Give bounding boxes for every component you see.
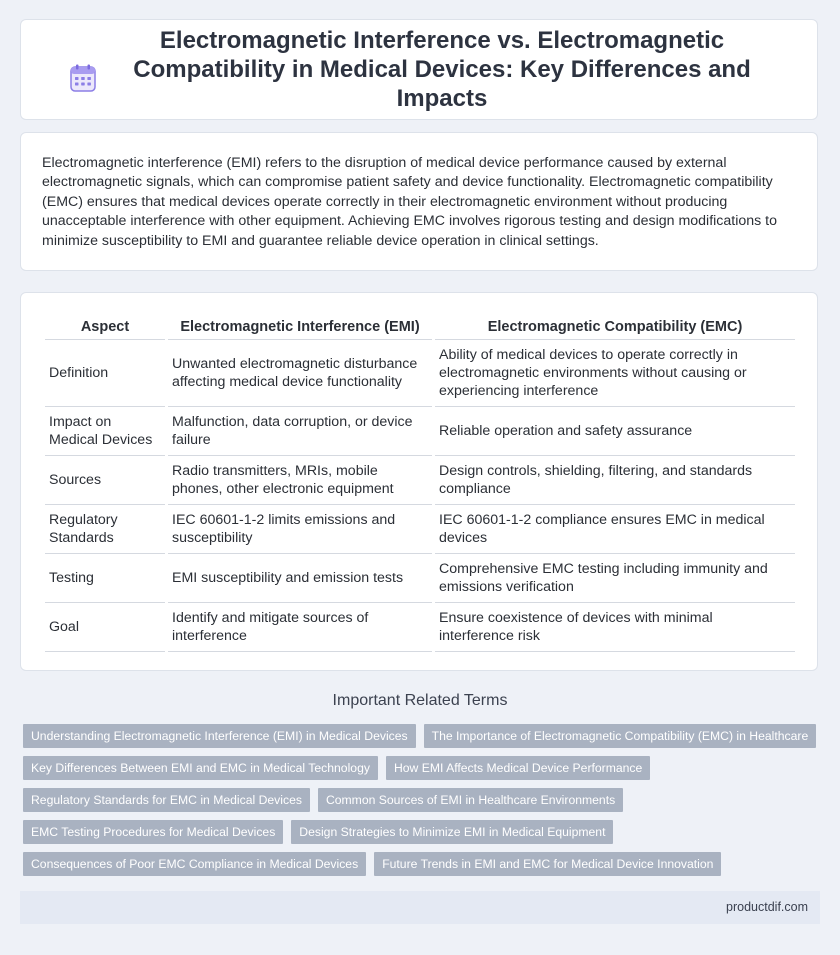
table-row — [45, 603, 795, 652]
related-terms-list — [23, 724, 813, 884]
cell-aspect: Impact on Medical Devices — [45, 407, 165, 456]
cell-emi: Identify and mitigate sources of interference — [168, 603, 432, 652]
header-emi: Electromagnetic Interference (EMI) — [168, 315, 432, 340]
cell-aspect: Regulatory Standards — [45, 505, 165, 554]
header-aspect: Aspect — [45, 315, 165, 340]
cell-emi: Unwanted electromagnetic disturbance affecting medical device functionality — [168, 340, 432, 407]
page-title: Electromagnetic Interference vs. Electromagnetic Compatibility in Medical Devices: Key Differences and Impacts — [133, 27, 751, 112]
header-emc: Electromagnetic Compatibility (EMC) — [435, 315, 795, 340]
table-row — [45, 505, 795, 554]
footer-site-name[interactable]: productdif.com — [726, 900, 808, 914]
cell-aspect: Testing — [45, 554, 165, 603]
related-term-link[interactable]: Common Sources of EMI in Healthcare Environments — [318, 788, 623, 812]
cell-emi: Malfunction, data corruption, or device failure — [168, 407, 432, 456]
cell-emc: Reliable operation and safety assurance — [435, 407, 795, 456]
cell-aspect: Goal — [45, 603, 165, 652]
related-term-link[interactable]: Understanding Electromagnetic Interference (EMI) in Medical Devices — [23, 724, 416, 748]
table-row — [45, 554, 795, 603]
cell-emi: IEC 60601-1-2 limits emissions and susceptibility — [168, 505, 432, 554]
table-row — [45, 456, 795, 505]
cell-aspect: Definition — [45, 340, 165, 407]
related-term-link[interactable]: EMC Testing Procedures for Medical Devices — [23, 820, 283, 844]
cell-aspect: Sources — [45, 456, 165, 505]
related-term-link[interactable]: The Importance of Electromagnetic Compatibility (EMC) in Healthcare — [424, 724, 817, 748]
related-term-link[interactable]: Consequences of Poor EMC Compliance in Medical Devices — [23, 852, 366, 876]
comparison-table — [42, 315, 798, 652]
cell-emc: Ability of medical devices to operate correctly in electromagnetic environments without causing or experiencing interference — [435, 340, 795, 407]
intro-card — [20, 132, 818, 271]
intro-paragraph: Electromagnetic interference (EMI) refers to the disruption of medical device performance caused by external electromagnetic signals, which can compromise patient safety and device functionality. Electromagnetic compatibility (EMC) ensures that medical devices operate correctly in their electromagnetic environment without producing unacceptable interference with other equipment. Achieving EMC involves rigorous testing and design modifications to minimize susceptibility to EMI and guarantee reliable device operation in clinical settings. — [42, 155, 778, 249]
cell-emc: Comprehensive EMC testing including immunity and emissions verification — [435, 554, 795, 603]
related-term-link[interactable]: Design Strategies to Minimize EMI in Medical Equipment — [291, 820, 613, 844]
table-row — [45, 407, 795, 456]
footer-bar — [20, 891, 820, 924]
related-terms-title: Important Related Terms — [332, 692, 508, 709]
related-term-link[interactable]: Key Differences Between EMI and EMC in Medical Technology — [23, 756, 378, 780]
cell-emc: Ensure coexistence of devices with minimal interference risk — [435, 603, 795, 652]
cell-emi: EMI susceptibility and emission tests — [168, 554, 432, 603]
comparison-card — [20, 292, 818, 671]
table-header-row — [45, 315, 795, 340]
title-card — [20, 19, 818, 120]
table-row — [45, 340, 795, 407]
cell-emi: Radio transmitters, MRIs, mobile phones, other electronic equipment — [168, 456, 432, 505]
related-term-link[interactable]: How EMI Affects Medical Device Performance — [386, 756, 650, 780]
related-term-link[interactable]: Future Trends in EMI and EMC for Medical Device Innovation — [374, 852, 721, 876]
cell-emc: Design controls, shielding, filtering, and standards compliance — [435, 456, 795, 505]
cell-emc: IEC 60601-1-2 compliance ensures EMC in medical devices — [435, 505, 795, 554]
related-term-link[interactable]: Regulatory Standards for EMC in Medical Devices — [23, 788, 310, 812]
